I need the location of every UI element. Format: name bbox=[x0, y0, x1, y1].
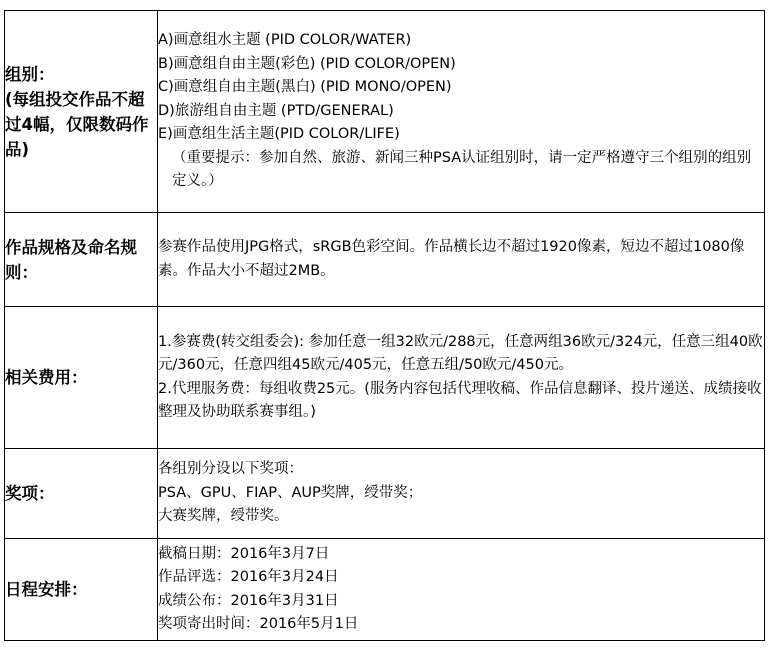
specs-content bbox=[158, 213, 765, 307]
row-schedule bbox=[5, 539, 765, 641]
awards-contest: 大赛奖牌，绶带奖。 bbox=[158, 508, 289, 525]
results-date: 成绩公布：2016年3月31日 bbox=[158, 592, 339, 609]
judging-date: 作品评选：2016年3月24日 bbox=[158, 569, 339, 585]
specs-text: 参赛作品使用JPG格式，sRGB色彩空间。作品横长边不超过1920像素，短边不超过1080像素。作品大小不超过2MB。 bbox=[158, 239, 745, 279]
fees-label bbox=[5, 307, 158, 449]
awards-medals: PSA、GPU、FIAP、AUP奖牌，绶带奖； bbox=[158, 484, 423, 501]
schedule-label bbox=[5, 539, 158, 641]
categories-label-text: 组别： (每组投交作品不超过4幅，仅限数码作品) bbox=[5, 64, 149, 159]
specs-label bbox=[5, 213, 158, 307]
category-d: D)旅游组自由主题 (PTD/GENERAL) bbox=[158, 102, 394, 119]
fees-content bbox=[158, 307, 765, 449]
entry-fee-text: 1.参赛费(转交组委会): 参加任意一组32欧元/288元，任意两组36欧元/324元，任意三组40欧元/360元，任意四组45欧元/405元，任意五组/50欧元/450元。 bbox=[158, 333, 763, 373]
agency-fee-text: 2.代理服务费：每组收费25元。(服务内容包括代理收稿、作品信息翻译、投片递送、成绩接收整理及协助联系赛事组。) bbox=[158, 380, 762, 420]
awards-intro: 各组别分设以下奖项： bbox=[158, 461, 303, 478]
schedule-content bbox=[158, 539, 765, 641]
awards-mailing-date: 奖项寄出时间：2016年5月1日 bbox=[158, 616, 359, 632]
deadline-date: 截稿日期：2016年3月7日 bbox=[158, 545, 330, 562]
row-awards bbox=[5, 449, 765, 539]
category-e: E)画意组生活主题(PID COLOR/LIFE) bbox=[158, 126, 400, 143]
category-b: B)画意组自由主题(彩色) (PID COLOR/OPEN) bbox=[158, 55, 456, 72]
categories-content bbox=[158, 11, 765, 213]
awards-label bbox=[5, 449, 158, 539]
row-categories bbox=[5, 11, 765, 213]
row-specs bbox=[5, 213, 765, 307]
important-note: （重要提示：参加自然、旅游、新闻三种PSA认证组别时，请一定严格遵守三个组别的组别定义。） bbox=[172, 149, 752, 190]
category-c: C)画意组自由主题(黑白) (PID MONO/OPEN) bbox=[158, 79, 452, 96]
schedule-label-text: 日程安排： bbox=[5, 580, 88, 599]
info-table bbox=[4, 10, 765, 641]
awards-content bbox=[158, 449, 765, 539]
row-fees bbox=[5, 307, 765, 449]
categories-label bbox=[5, 11, 158, 213]
category-a: A)画意组水主题 (PID COLOR/WATER) bbox=[158, 32, 412, 49]
specs-label-text: 作品规格及命名规则： bbox=[5, 237, 137, 282]
awards-label-text: 奖项： bbox=[5, 484, 55, 503]
fees-label-text: 相关费用： bbox=[5, 368, 88, 387]
